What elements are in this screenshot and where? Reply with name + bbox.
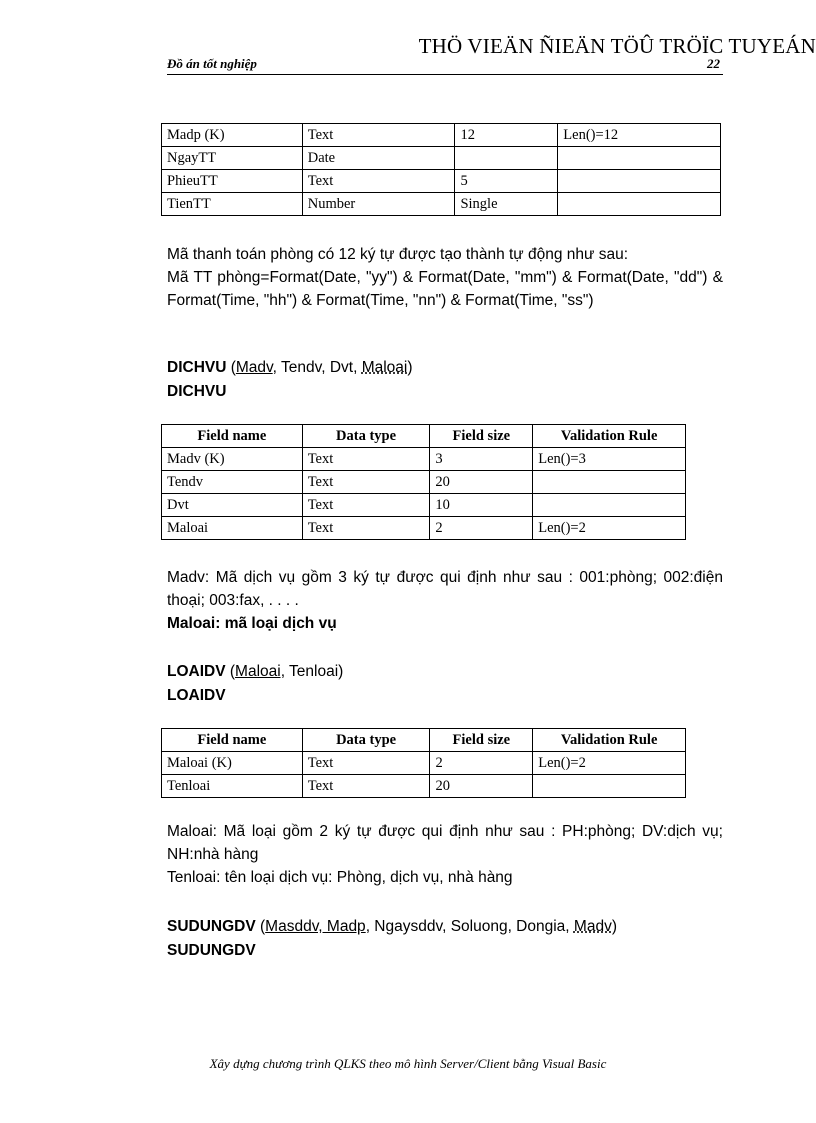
table-row — [162, 752, 686, 775]
loaidv-schema — [167, 660, 723, 683]
table-cell: Tenloai — [162, 775, 303, 798]
table-row — [162, 775, 686, 798]
table-cell: Text — [302, 471, 430, 494]
primary-key: Masddv, Madp — [265, 918, 366, 935]
loaidv-notes — [167, 820, 723, 889]
note-line: Madv: Mã dịch vụ gồm 3 ký tự được qui định như sau : 001:phòng; 002:điện thoại; 003:fax, . . . . — [167, 569, 723, 609]
table-cell: Len()=12 — [558, 124, 721, 147]
table-row — [162, 448, 686, 471]
table-cell: Text — [302, 494, 430, 517]
sudungdv-schema — [167, 915, 723, 938]
paragraph-line: Mã thanh toán phòng có 12 ký tự được tạo thành tự động như sau: — [167, 246, 628, 263]
table-cell — [558, 193, 721, 216]
table-cell: Single — [455, 193, 558, 216]
table-header-row — [162, 425, 686, 448]
table-cell: Dvt — [162, 494, 303, 517]
loaidv-subtitle: LOAIDV — [167, 687, 226, 704]
document-title: Đồ án tốt nghiệp — [167, 56, 257, 71]
table-cell — [533, 775, 686, 798]
note-line: Maloai: mã loại dịch vụ — [167, 615, 337, 632]
table-cell: Text — [302, 448, 430, 471]
table-cell: 20 — [430, 471, 533, 494]
table-cell: NgayTT — [162, 147, 303, 170]
schema-name: SUDUNGDV — [167, 918, 256, 935]
table-cell: 3 — [430, 448, 533, 471]
table-cell: 2 — [430, 517, 533, 540]
table-cell: Len()=3 — [533, 448, 686, 471]
page-footer: Xây dựng chương trình QLKS theo mô hình Server/Client bằng Visual Basic — [209, 1056, 607, 1071]
table-cell: Text — [302, 517, 430, 540]
table-cell: Len()=2 — [533, 517, 686, 540]
loaidv-table — [161, 728, 686, 798]
foreign-key: Maloai — [361, 359, 408, 376]
table-cell: Madp (K) — [162, 124, 303, 147]
table-row — [162, 170, 721, 193]
schema-name: LOAIDV — [167, 663, 226, 680]
paragraph-line: Mã TT phòng=Format(Date, "yy") & Format(Date, "mm") & Format(Date, "dd") & Format(Time, "hh") & Format(Time, "nn") & Format(Time, "ss") — [167, 269, 723, 309]
table-cell: Text — [302, 752, 430, 775]
schema-text: ) — [407, 359, 413, 376]
table-cell: PhieuTT — [162, 170, 303, 193]
dichvu-subtitle: DICHVU — [167, 383, 227, 400]
column-header: Field name — [162, 425, 303, 448]
page-number: 22 — [707, 56, 720, 71]
table-cell — [558, 147, 721, 170]
column-header: Data type — [302, 729, 430, 752]
table-cell: Len()=2 — [533, 752, 686, 775]
column-header: Field name — [162, 729, 303, 752]
schema-text: ( — [226, 359, 236, 376]
dichvu-schema — [167, 356, 723, 379]
table-row — [162, 494, 686, 517]
schema-text: ( — [255, 918, 266, 935]
table-row — [162, 147, 721, 170]
table-cell: Maloai — [162, 517, 303, 540]
library-watermark: THÖ VIEÄN ÑIEÄN TÖÛ TRÖÏC TUYEÁN — [418, 34, 816, 58]
table-cell — [533, 471, 686, 494]
schema-text: , Ngaysddv, Soluong, Dongia, — [365, 918, 574, 935]
primary-key: Madv — [235, 359, 273, 376]
table-cell — [558, 170, 721, 193]
schema-text: ) — [611, 918, 617, 935]
schema-text: ( — [225, 663, 236, 680]
dichvu-notes — [167, 566, 723, 635]
table-cell: Number — [302, 193, 455, 216]
sudungdv-subtitle: SUDUNGDV — [167, 942, 256, 959]
table-cell: 5 — [455, 170, 558, 193]
table-cell: Tendv — [162, 471, 303, 494]
note-line: Tenloai: tên loại dịch vụ: Phòng, dịch vụ, nhà hàng — [167, 869, 513, 886]
column-header: Field size — [430, 425, 533, 448]
schema-text: , Tendv, Dvt, — [272, 359, 362, 376]
payment-code-description — [167, 243, 723, 312]
table-row — [162, 471, 686, 494]
table-cell — [455, 147, 558, 170]
table-cell: Text — [302, 775, 430, 798]
table-cell: 10 — [430, 494, 533, 517]
table-cell: 12 — [455, 124, 558, 147]
table-cell: Maloai (K) — [162, 752, 303, 775]
column-header: Data type — [302, 425, 430, 448]
table-cell: Date — [302, 147, 455, 170]
schema-text: Tenloai) — [285, 663, 344, 680]
table-row — [162, 517, 686, 540]
column-header: Field size — [430, 729, 533, 752]
table-cell: Text — [302, 124, 455, 147]
table-header-row — [162, 729, 686, 752]
foreign-key: Madv — [573, 918, 612, 935]
table-row — [162, 193, 721, 216]
schema-name: DICHVU — [167, 359, 227, 376]
table-cell: Madv (K) — [162, 448, 303, 471]
dichvu-table — [161, 424, 686, 540]
payment-fields-table — [161, 123, 721, 216]
table-row — [162, 124, 721, 147]
note-line: Maloai: Mã loại gồm 2 ký tự được qui định như sau : PH:phòng; DV:dịch vụ; NH:nhà hàng — [167, 823, 723, 863]
table-cell: 2 — [430, 752, 533, 775]
header-rule — [167, 74, 723, 75]
column-header: Validation Rule — [533, 425, 686, 448]
table-cell: TienTT — [162, 193, 303, 216]
column-header: Validation Rule — [533, 729, 686, 752]
table-cell — [533, 494, 686, 517]
primary-key: Maloai, — [235, 663, 285, 680]
table-cell: Text — [302, 170, 455, 193]
table-cell: 20 — [430, 775, 533, 798]
